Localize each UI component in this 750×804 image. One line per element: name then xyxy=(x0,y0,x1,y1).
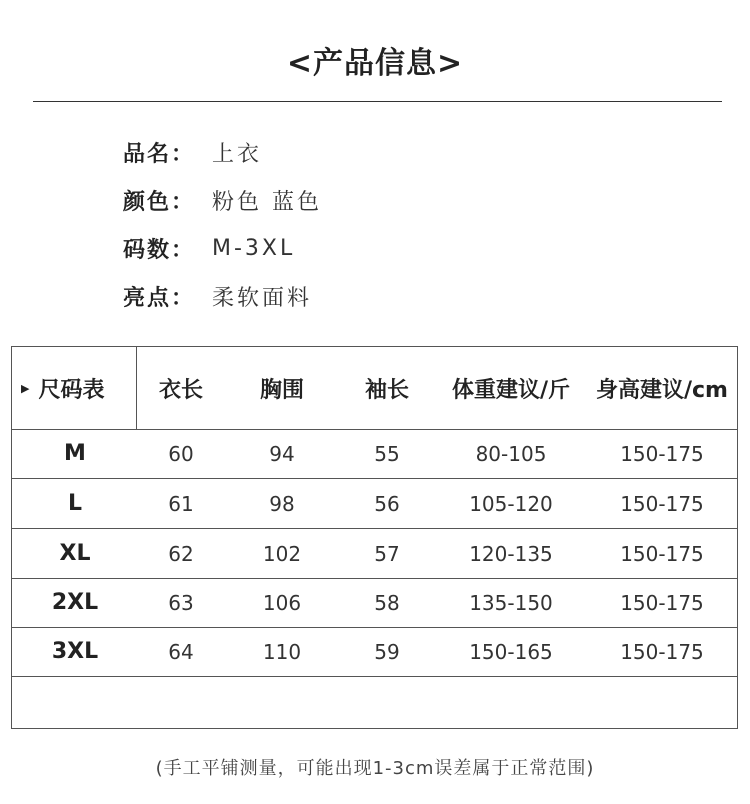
table-cell: 150-165 xyxy=(469,639,553,664)
size-cell: 2XL xyxy=(51,590,99,615)
table-cell: 120-135 xyxy=(469,541,553,566)
triangle-right-icon: ▶ xyxy=(21,381,30,395)
header-cell: 身高建议/cm xyxy=(595,377,728,403)
table-row xyxy=(12,627,737,677)
table-cell: 150-175 xyxy=(620,541,704,566)
corner-label: 尺码表 xyxy=(38,377,105,403)
table-cell: 105-120 xyxy=(469,491,553,516)
page-title: <产品信息> xyxy=(286,46,464,81)
table-cell: 61 xyxy=(168,491,194,516)
info-row-sizes xyxy=(123,224,322,272)
size-cell: M xyxy=(64,441,86,466)
table-corner xyxy=(12,347,137,429)
table-row xyxy=(12,479,737,529)
size-cell: 3XL xyxy=(51,639,99,664)
table-cell: 98 xyxy=(269,491,295,516)
table-cell: 150-175 xyxy=(620,590,704,615)
table-cell: 57 xyxy=(374,541,400,566)
info-row-color xyxy=(123,176,322,224)
info-key: 颜色： xyxy=(123,189,196,215)
table-cell: 150-175 xyxy=(620,639,704,664)
table-cell: 55 xyxy=(374,441,400,466)
header-cell: 胸围 xyxy=(259,377,304,403)
table-row xyxy=(12,529,737,579)
title-divider xyxy=(33,101,722,102)
table-cell: 62 xyxy=(168,541,194,566)
info-value: 上衣 xyxy=(212,141,263,167)
header-cell: 体重建议/斤 xyxy=(451,377,571,403)
table-row xyxy=(12,578,737,628)
table-cell: 58 xyxy=(374,590,400,615)
table-cell: 150-175 xyxy=(620,491,704,516)
info-row-name xyxy=(123,128,322,176)
table-cell: 60 xyxy=(168,441,194,466)
info-row-highlight xyxy=(123,272,322,320)
table-cell: 94 xyxy=(269,441,295,466)
table-cell: 106 xyxy=(262,590,302,615)
size-cell: L xyxy=(67,491,83,516)
table-cell: 135-150 xyxy=(469,590,553,615)
table-row xyxy=(12,429,737,479)
info-value: 粉色 蓝色 xyxy=(212,189,322,215)
measurement-note: (手工平铺测量，可能出现1-3cm误差属于正常范围) xyxy=(155,758,595,779)
header-cell: 衣长 xyxy=(158,377,203,403)
table-cell: 80-105 xyxy=(475,441,547,466)
product-info-list xyxy=(123,128,322,320)
header-cell: 袖长 xyxy=(364,377,409,403)
table-cell: 64 xyxy=(168,639,194,664)
size-chart-table xyxy=(11,346,738,729)
table-cell: 110 xyxy=(262,639,302,664)
table-cell: 56 xyxy=(374,491,400,516)
info-key: 码数： xyxy=(123,237,196,263)
info-value: 柔软面料 xyxy=(212,285,313,311)
info-value: M-3XL xyxy=(212,235,296,261)
table-cell: 150-175 xyxy=(620,441,704,466)
info-key: 亮点： xyxy=(123,285,196,311)
table-cell: 102 xyxy=(262,541,302,566)
table-header xyxy=(12,347,737,430)
size-cell: XL xyxy=(59,541,91,566)
table-cell: 63 xyxy=(168,590,194,615)
table-cell: 59 xyxy=(374,639,400,664)
info-key: 品名： xyxy=(123,141,196,167)
